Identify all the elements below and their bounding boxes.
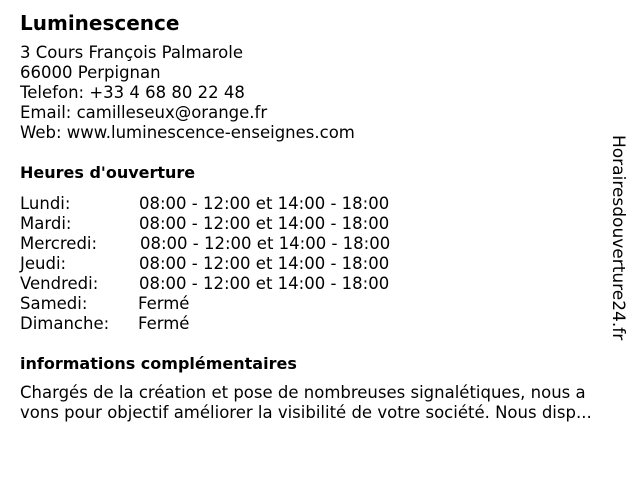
day-time: 08:00 - 12:00 et 14:00 - 18:00	[139, 274, 390, 293]
info-text	[20, 383, 630, 423]
day-time: 08:00 - 12:00 et 14:00 - 18:00	[140, 234, 391, 253]
phone-line: Telefon: +33 4 68 80 22 48	[20, 83, 245, 102]
info-line-2: vons pour objectif améliorer la visibilité de votre société. Nous disp...	[20, 403, 592, 422]
contact-block	[20, 43, 355, 143]
business-name: Luminescence	[20, 11, 180, 35]
watermark-text: Horairesdouverture24.fr	[608, 135, 628, 341]
day-time: 08:00 - 12:00 et 14:00 - 18:00	[139, 254, 390, 273]
day-label: Mardi:	[20, 214, 72, 233]
day-label: Samedi:	[20, 294, 88, 313]
email-line: Email: camilleseux@orange.fr	[20, 103, 268, 122]
day-label: Dimanche:	[20, 314, 110, 333]
day-label: Jeudi:	[20, 254, 67, 273]
day-label: Mercredi:	[20, 234, 98, 253]
hours-heading: Heures d'ouverture	[20, 163, 196, 182]
day-time: 08:00 - 12:00 et 14:00 - 18:00	[139, 214, 390, 233]
day-time: 08:00 - 12:00 et 14:00 - 18:00	[139, 194, 390, 213]
info-line-1: Chargés de la création et pose de nombreuses signalétiques, nous a	[20, 383, 586, 402]
day-time: Fermé	[138, 314, 190, 333]
address-line-2: 66000 Perpignan	[20, 63, 161, 82]
day-time: Fermé	[138, 294, 190, 313]
info-heading: informations complémentaires	[20, 354, 297, 373]
day-label: Lundi:	[20, 194, 71, 213]
web-line: Web: www.luminescence-enseignes.com	[20, 123, 355, 142]
day-label: Vendredi:	[20, 274, 99, 293]
address-line-1: 3 Cours François Palmarole	[20, 43, 244, 62]
watermark	[598, 135, 638, 345]
